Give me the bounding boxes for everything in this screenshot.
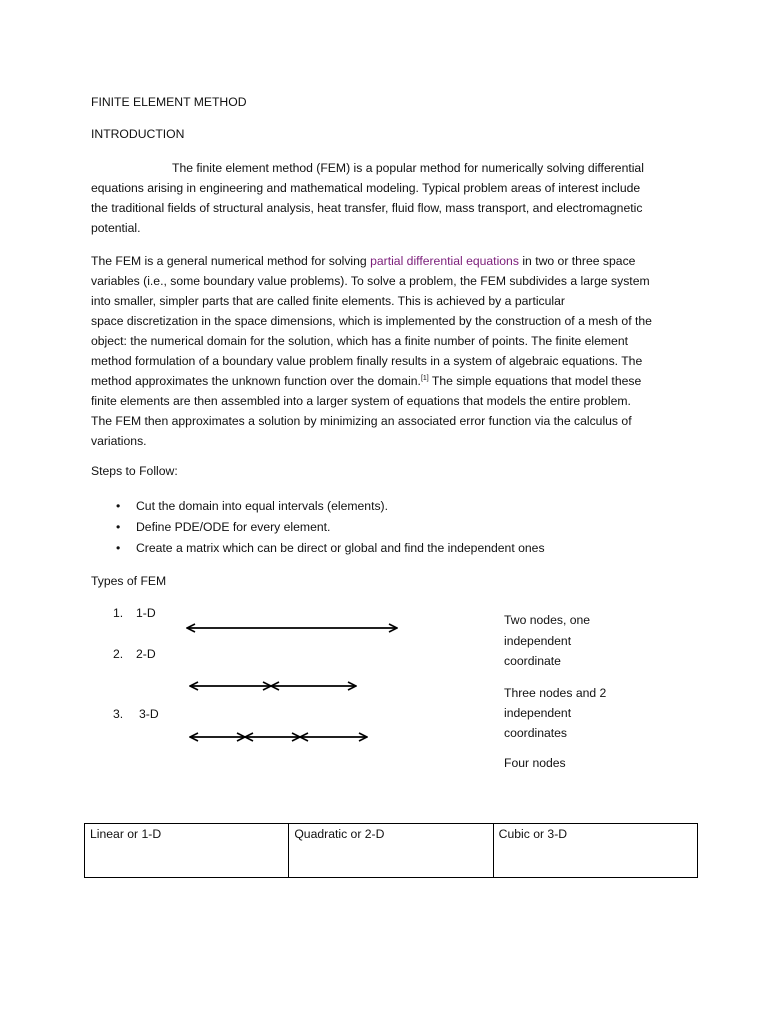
note-line: coordinates [504, 726, 568, 740]
note-line: independent [504, 633, 572, 648]
note-line: coordinate [504, 654, 561, 668]
type-number: 3. [113, 707, 124, 721]
description-text: method approximates the unknown function over the domain. [91, 374, 421, 388]
description-line: variables (i.e., some boundary value problems). To solve a problem, the FEM subdivides a large system [91, 274, 650, 288]
bullet-icon: • [116, 499, 121, 513]
note-line: Two nodes, one [504, 613, 591, 627]
element-type-table [84, 823, 698, 878]
description-line: into smaller, simpler parts that are called finite elements. This is achieved by a particular [91, 294, 565, 308]
note-2d [504, 683, 606, 743]
table-row [85, 824, 698, 878]
reference-link[interactable]: [1] [420, 375, 429, 382]
step-item: Create a matrix which can be direct or global and find the independent ones [136, 541, 545, 555]
pde-link[interactable]: partial differential equations [370, 254, 519, 268]
type-label: 3-D [139, 707, 159, 721]
description-text: The FEM is a general numerical method for solving [91, 254, 371, 268]
type-label: 1-D [136, 606, 156, 620]
steps-heading: Steps to Follow: [91, 464, 178, 478]
note-line: independent [504, 706, 572, 720]
description-line: finite elements are then assembled into a larger system of equations that models the entire problem. [91, 394, 631, 408]
note-3d: Four nodes [504, 756, 566, 770]
intro-line: The finite element method (FEM) is a popular method for numerically solving differential [172, 161, 644, 175]
table-cell: Linear or 1-D [85, 824, 289, 878]
step-item: Define PDE/ODE for every element. [136, 520, 331, 534]
note-line: Three nodes and 2 [504, 686, 607, 700]
description-line: variations. [91, 434, 147, 448]
section-heading: INTRODUCTION [91, 127, 185, 141]
description-line: The FEM then approximates a solution by minimizing an associated error function via the calculus of [91, 414, 632, 428]
type-label: 2-D [136, 647, 156, 661]
description-line: method formulation of a boundary value problem finally results in a system of algebraic equations. The [91, 354, 643, 368]
description-text: in two or three space [518, 254, 636, 268]
table-cell: Cubic or 3-D [493, 824, 697, 878]
note-1d [504, 610, 590, 672]
type-number: 2. [113, 647, 124, 661]
bullet-icon: • [116, 541, 121, 555]
document-title: FINITE ELEMENT METHOD [91, 95, 247, 109]
bullet-icon: • [116, 520, 121, 534]
description-line: space discretization in the space dimensions, which is implemented by the construction of a mesh of the [91, 314, 652, 328]
type-number: 1. [113, 606, 124, 620]
description-line: object: the numerical domain for the solution, which has a finite number of points. The finite element [91, 334, 628, 348]
intro-line: potential. [91, 221, 141, 235]
types-heading: Types of FEM [91, 574, 167, 588]
description-text: The simple equations that model these [428, 374, 642, 388]
table-cell: Quadratic or 2-D [289, 824, 493, 878]
step-item: Cut the domain into equal intervals (elements). [136, 499, 389, 513]
intro-line: equations arising in engineering and mathematical modeling. Typical problem areas of interest include [91, 181, 641, 195]
intro-line: the traditional fields of structural analysis, heat transfer, fluid flow, mass transport, and electromagnetic [91, 201, 643, 215]
